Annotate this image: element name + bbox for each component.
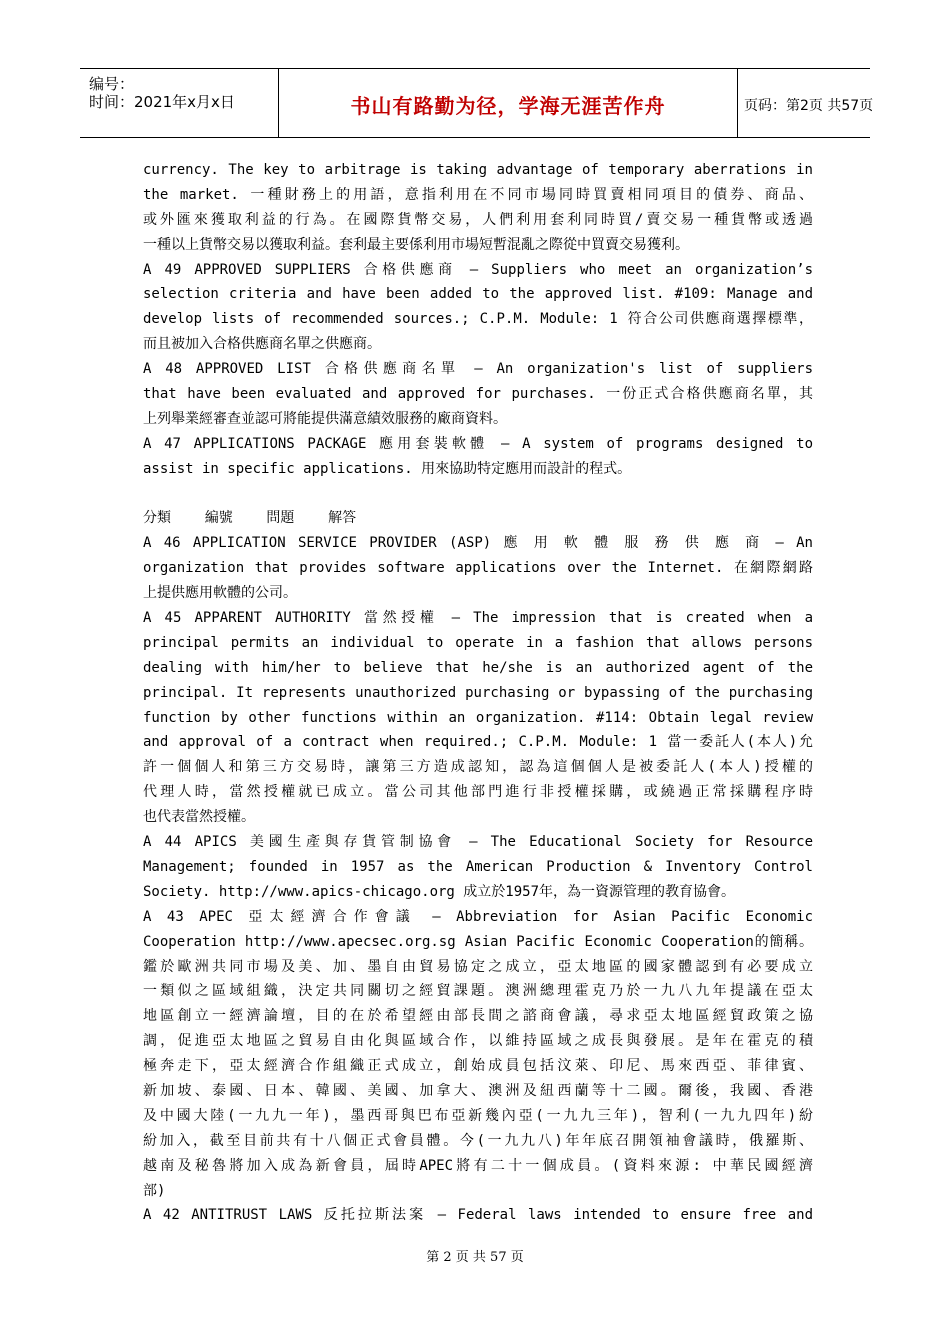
text-line: dealing with him/her to believe that he/she is an authorized agent of the (143, 659, 813, 676)
text-line: A 48 APPROVED LIST 合格供應商名單 – An organization's list of suppliers (143, 361, 813, 378)
document-time: 时间：2021年x月x日 (89, 93, 235, 111)
text-line: function by other functions within an organization. #114: Obtain legal review (143, 709, 813, 726)
text-line: 也代表當然授權。 (143, 809, 255, 826)
text-line: organization that provides software applications over the Internet. 在網際網路 (143, 560, 813, 577)
text-line: 部) (143, 1182, 166, 1199)
text-line: principal. It represents unauthorized purchasing or bypassing of the purchasing (143, 684, 813, 701)
header-info-cell (80, 69, 278, 137)
text-line: A 46 APPLICATION SERVICE PROVIDER (ASP) 應 用 軟 體 服 務 供 應 商 – An (143, 535, 813, 552)
text-line: principal permits an individual to operate in a fashion that allows persons (143, 634, 813, 651)
text-line: Society. http://www.apics-chicago.org 成立於1957年，為一資源管理的教育協會。 (143, 883, 736, 900)
text-line: 上列舉業經審查並認可將能提供滿意績效服務的廠商資料。 (143, 410, 507, 427)
text-line: 一種以上貨幣交易以獲取利益。套利最主要係利用市場短暫混亂之際從中買賣交易獲利。 (143, 236, 689, 253)
text-line: currency. The key to arbitrage is taking advantage of temporary aberrations in (143, 162, 813, 178)
header-motto: 书山有路勤为径，学海无涯苦作舟 (350, 94, 666, 118)
text-line: Cooperation http://www.apecsec.org.sg Asian Pacific Economic Cooperation的簡稱。 (143, 933, 813, 950)
text-line: 極奔走下，亞太經濟合作組織正式成立，創始成員包括汶萊、印尼、馬來西亞、菲律賓、 (143, 1058, 813, 1075)
header-page-number: 页码：第2页 共57页 (744, 98, 874, 114)
header-page-cell (737, 69, 874, 137)
text-line: 紛加入，截至目前共有十八個正式會員體。今(一九九八)年年底召開領袖會議時，俄羅斯、 (143, 1132, 813, 1149)
text-line: develop lists of recommended sources.; C.P.M. Module: 1 符合公司供應商選擇標準， (143, 311, 813, 328)
text-line: 越南及秘魯將加入成為新會員，屆時APEC將有二十一個成員。(資料來源: 中華民國經濟 (143, 1157, 813, 1174)
text-line: A 42 ANTITRUST LAWS 反托拉斯法案 – Federal laws intended to ensure free and (143, 1207, 813, 1224)
text-line: 而且被加入合格供應商名單之供應商。 (143, 336, 381, 353)
page-footer: 第 2 页 共 57 页 (426, 1250, 524, 1265)
text-line: and approval of a contract when required.; C.P.M. Module: 1 當一委託人(本人)允 (143, 734, 813, 751)
text-line: 分類 編號 問題 解答 (143, 510, 357, 527)
text-line: A 49 APPROVED SUPPLIERS 合格供應商 – Suppliers who meet an organization’s (143, 261, 813, 278)
text-line (143, 482, 813, 507)
text-line: A 45 APPARENT AUTHORITY 當然授權 – The impression that is created when a (143, 610, 813, 627)
text-line: A 44 APICS 美國生產與存貨管制協會 – The Educational Society for Resource (143, 834, 813, 851)
text-line: 地區創立一經濟論壇，目的在於希望經由部長間之諮商會議，尋求亞太地區經貿政策之協 (143, 1008, 813, 1025)
text-line: selection criteria and have been added to the approved list. #109: Manage and (143, 286, 813, 303)
text-line: A 47 APPLICATIONS PACKAGE 應用套裝軟體 – A system of programs designed to (143, 435, 813, 452)
text-line: that have been evaluated and approved for purchases. 一份正式合格供應商名單，其 (143, 386, 813, 403)
text-line: 調，促進亞太地區之貿易自由化與區域合作，以維持區域之成長與發展。是年在霍克的積 (143, 1033, 813, 1050)
text-line: assist in specific applications. 用來協助特定應用而設計的程式。 (143, 460, 632, 477)
document-body (143, 158, 813, 1228)
text-line: 及中國大陸(一九九一年)，墨西哥與巴布亞新幾內亞(一九九三年)，智利(一九九四年)紛 (143, 1107, 813, 1124)
document-number: 编号： (89, 75, 135, 93)
page-header (80, 68, 874, 138)
text-line: 或外匯來獲取利益的行為。在國際貨幣交易，人們利用套利同時買/賣交易一種貨幣或透過 (143, 211, 813, 228)
text-line: A 43 APEC 亞太經濟合作會議 – Abbreviation for Asian Pacific Economic (143, 908, 813, 925)
text-line: Management; founded in 1957 as the American Production & Inventory Control (143, 858, 813, 875)
text-line: the market. 一種財務上的用語，意指利用在不同市場同時買賣相同項目的債券、商品、 (143, 186, 813, 203)
text-line: 代理人時，當然授權就已成立。當公司其他部門進行非授權採購，或繞過正常採購程序時 (143, 784, 813, 801)
text-line: 新加坡、泰國、日本、韓國、美國、加拿大、澳洲及紐西蘭等十二國。爾後，我國、香港 (143, 1082, 813, 1099)
text-line: 上提供應用軟體的公司。 (143, 585, 297, 602)
text-line: 許一個個人和第三方交易時，讓第三方造成認知，認為這個個人是被委託人(本人)授權的 (143, 759, 813, 776)
text-line: 一類似之區域組織，決定共同關切之經貿課題。澳洲總理霍克乃於一九八九年提議在亞太 (143, 983, 813, 1000)
text-line: 鑑於歐洲共同市場及美、加、墨自由貿易協定之成立，亞太地區的國家體認到有必要成立 (143, 958, 813, 975)
header-motto-cell (278, 69, 738, 137)
